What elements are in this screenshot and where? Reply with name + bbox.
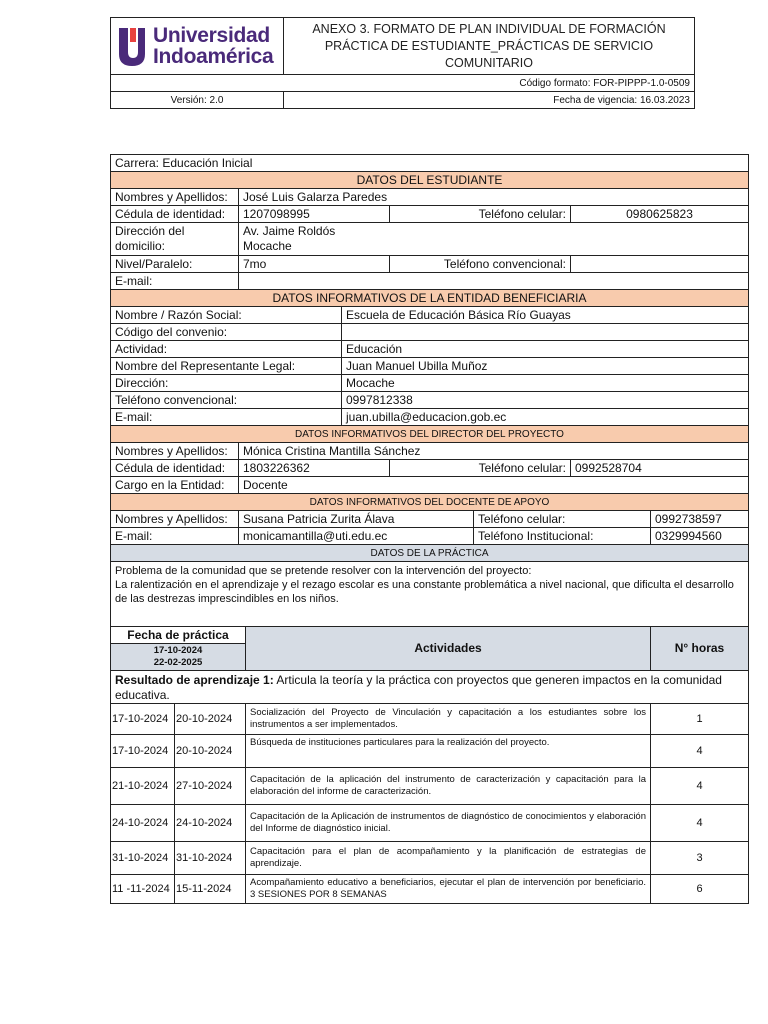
table-row [111,735,749,768]
date-end: 22-02-2025 [153,657,203,668]
table-row [111,875,749,904]
director-section-title: DATOS INFORMATIVOS DEL DIRECTOR DEL PROYECTO [111,426,749,443]
student-address-label [111,223,239,256]
activity-start: 31-10-2024 [111,842,175,875]
activity-start: 17-10-2024 [111,704,175,735]
table-row [111,842,749,875]
student-cell-value: 0980625823 [571,206,749,223]
support-email-value: monicamantilla@uti.edu.ec [239,528,474,545]
director-role-label: Cargo en la Entidad: [111,477,239,494]
learning-outcome [111,671,749,704]
address-value-line-1: Av. Jaime Roldós [243,224,336,238]
director-role-value: Docente [239,477,749,494]
title-line-1: ANEXO 3. FORMATO DE PLAN INDIVIDUAL DE FORMACIÓN [312,21,666,36]
student-landline-value [571,256,749,273]
support-cell-label: Teléfono celular: [474,511,651,528]
activity-hours: 1 [651,704,749,735]
support-cell-value: 0992738597 [651,511,749,528]
table-row [111,805,749,842]
student-cell-label: Teléfono celular: [390,206,571,223]
practice-plan-form [110,154,749,904]
document-header [110,17,695,109]
version: Versión: 2.0 [111,92,284,109]
entity-value: 0997812338 [342,392,749,409]
community-problem [111,562,749,627]
logo-cell [111,18,284,75]
student-name-value: José Luis Galarza Paredes [239,189,749,206]
address-value-line-2: Mocache [243,239,292,253]
student-section-title: DATOS DEL ESTUDIANTE [111,172,749,189]
activity-hours: 4 [651,768,749,805]
student-id-label: Cédula de identidad: [111,206,239,223]
student-email-value [239,273,749,290]
student-email-label: E-mail: [111,273,239,290]
entity-value: Mocache [342,375,749,392]
student-level-label: Nivel/Paralelo: [111,256,239,273]
table-row [111,768,749,805]
date-start: 17-10-2024 [153,645,203,656]
logo-line-2: Indoamérica [153,45,274,68]
problem-text: La ralentización en el aprendizaje y el rezago escolar es una constante problemática a nivel nacional, que dificulta el desarrollo de las destrezas imprescindibles en los niños. [115,579,734,605]
director-id-value: 1803226362 [239,460,390,477]
entity-value: Juan Manuel Ubilla Muñoz [342,358,749,375]
entity-label: Código del convenio: [111,324,342,341]
director-name-value: Mónica Cristina Mantilla Sánchez [239,443,749,460]
activity-start: 24-10-2024 [111,805,175,842]
activity-text: Socialización del Proyecto de Vinculación y capacitación a los estudiantes sobre los instrumentos a ser implementados. [246,704,651,735]
entity-section-title: DATOS INFORMATIVOS DE LA ENTIDAD BENEFICIARIA [111,290,749,307]
director-id-label: Cédula de identidad: [111,460,239,477]
director-name-label: Nombres y Apellidos: [111,443,239,460]
validity-date: Fecha de vigencia: 16.03.2023 [284,92,695,109]
activity-start: 17-10-2024 [111,735,175,768]
student-landline-label: Teléfono convencional: [390,256,571,273]
learning-outcome-title: Resultado de aprendizaje 1: [115,673,274,687]
entity-value [342,324,749,341]
activity-text: Capacitación de la Aplicación de instrumentos de diagnóstico de conocimientos y elaboración del Informe de diagnóstico inicial. [246,805,651,842]
title-line-2: PRÁCTICA DE ESTUDIANTE_PRÁCTICAS DE SERVICIO [324,38,654,53]
activity-end: 24-10-2024 [175,805,246,842]
practice-date-label: Fecha de práctica [111,627,246,644]
career: Carrera: Educación Inicial [111,155,749,172]
activity-end: 20-10-2024 [175,735,246,768]
support-name-label: Nombres y Apellidos: [111,511,239,528]
support-inst-value: 0329994560 [651,528,749,545]
entity-label: Nombre / Razón Social: [111,307,342,324]
activity-hours: 4 [651,805,749,842]
student-id-value: 1207098995 [239,206,390,223]
entity-label: E-mail: [111,409,342,426]
support-email-label: E-mail: [111,528,239,545]
activity-end: 15-11-2024 [175,875,246,904]
entity-value: Escuela de Educación Básica Río Guayas [342,307,749,324]
student-name-label: Nombres y Apellidos: [111,189,239,206]
director-cell-value: 0992528704 [571,460,749,477]
activities-header: Actividades [246,627,651,671]
activity-text: Capacitación de la aplicación del instrumento de caracterización y capacitación para la elaboración del informe de caracterización. [246,768,651,805]
activity-text: Búsqueda de instituciones particulares para la realización del proyecto. [246,735,651,768]
director-cell-label: Teléfono celular: [390,460,571,477]
document-title [284,18,695,75]
university-logo-icon [117,24,147,68]
practice-section-title: DATOS DE LA PRÁCTICA [111,545,749,562]
activity-hours: 4 [651,735,749,768]
activity-end: 27-10-2024 [175,768,246,805]
address-label-line-1: Dirección del [115,224,185,238]
activity-end: 31-10-2024 [175,842,246,875]
title-line-3: COMUNITARIO [445,55,533,70]
hours-header: N° horas [651,627,749,671]
activity-text: Capacitación para el plan de acompañamiento y la planificación de estrategias de aprendizaje. [246,842,651,875]
activity-text: Acompañamiento educativo a beneficiarios, ejecutar el plan de intervención por beneficiario. 3 SESIONES POR 8 SEMANAS [246,875,651,904]
activity-hours: 3 [651,842,749,875]
support-inst-label: Teléfono Institucional: [474,528,651,545]
student-level-value: 7mo [239,256,390,273]
activity-start: 21-10-2024 [111,768,175,805]
table-row [111,704,749,735]
practice-date-range [111,644,246,671]
entity-value: juan.ubilla@educacion.gob.ec [342,409,749,426]
entity-label: Nombre del Representante Legal: [111,358,342,375]
support-name-value: Susana Patricia Zurita Álava [239,511,474,528]
activity-start: 11 -11-2024 [111,875,175,904]
student-address-value [239,223,749,256]
entity-label: Dirección: [111,375,342,392]
activity-end: 20-10-2024 [175,704,246,735]
university-logo [117,24,283,68]
problem-label: Problema de la comunidad que se pretende resolver con la intervención del proyecto: [115,565,532,577]
format-code: Código formato: FOR-PIPPP-1.0-0509 [111,75,695,92]
address-label-line-2: domicilio: [115,239,166,253]
logo-line-1: Universidad [153,24,270,47]
support-teacher-section-title: DATOS INFORMATIVOS DEL DOCENTE DE APOYO [111,494,749,511]
entity-label: Actividad: [111,341,342,358]
activity-hours: 6 [651,875,749,904]
entity-value: Educación [342,341,749,358]
learning-outcome-text: Articula la teoría y la práctica con proyectos que generen impactos en la comunidad educativa. [115,673,722,702]
entity-label: Teléfono convencional: [111,392,342,409]
